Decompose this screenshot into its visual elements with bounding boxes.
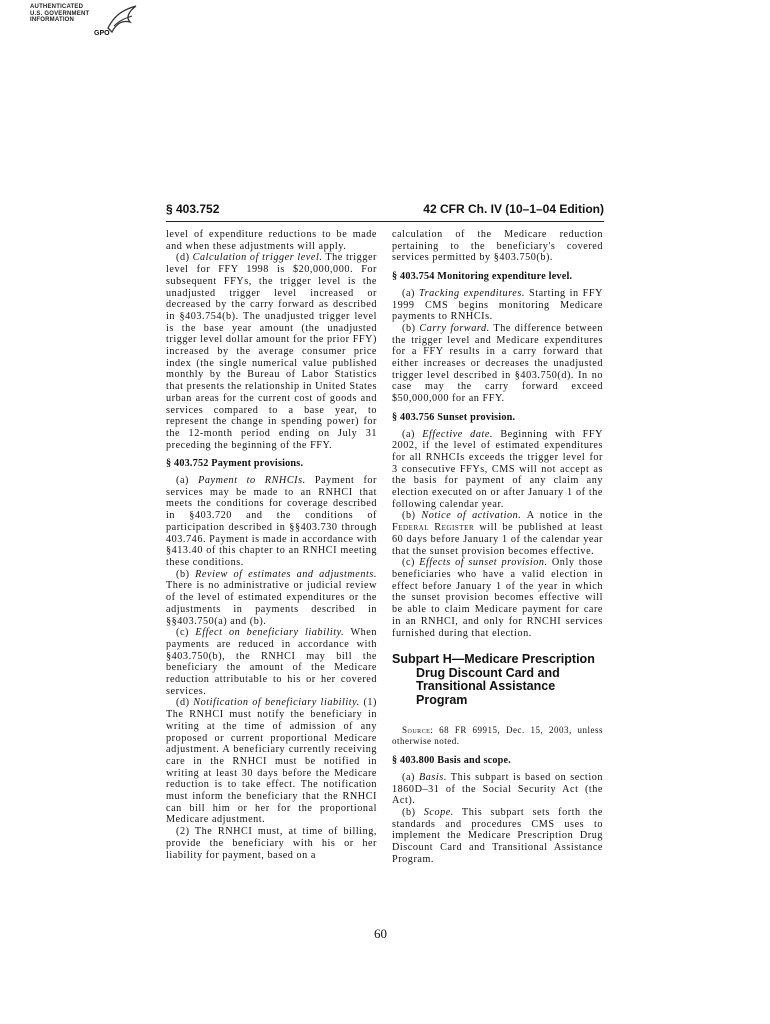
paragraph: (c) Effects of sunset provision. Only those beneficiaries who have a valid election in effect before January 1 of the year in which the sunset provision becomes effective will be able to claim Medicare payment for care in an RNHCI, and only for RNCHI services furnished during that election.	[392, 557, 603, 639]
paragraph: (b) Carry forward. The difference between the trigger level and Medicare expenditures for a FFY results in a carry forward that either increases or decreases the unadjusted trigger level described in §403.750(d). In no case may the carry forward exceed $50,000,000 for an FFY.	[392, 322, 604, 405]
section-heading: § 403.752 Payment provisions.	[166, 458, 304, 470]
paragraph: level of expenditure reductions to be made and when these adjustments will apply.	[166, 229, 377, 252]
gpo-authentication-logo	[30, 2, 140, 46]
subpart-heading: Subpart H—Medicare Prescription Drug Discount Card and Transitional Assistance Program	[392, 652, 595, 707]
logo-line: INFORMATION	[30, 17, 75, 24]
gpo-label: GPO	[94, 30, 110, 37]
header-rule	[166, 221, 604, 222]
paragraph: (2) The RNHCI must, at time of billing, provide the beneficiary with his or her liability for payment, based on a	[166, 826, 377, 861]
paragraph: (a) Payment to RNHCIs. Payment for services may be made to an RNHCI that meets the conditions for coverage described in §403.720 and the conditions of participation described in §§403.730 through 403.746. Payment is made in accordance with §413.40 of this chapter to an RNHCI meeting these conditions.	[166, 475, 377, 568]
right-column	[392, 229, 603, 866]
paragraph: (a) Tracking expenditures. Starting in FFY 1999 CMS begins monitoring Medicare payments to RNHCIs.	[392, 287, 603, 323]
running-head-edition: 42 CFR Ch. IV (10–1–04 Edition)	[423, 202, 604, 216]
section-heading: § 403.800 Basis and scope.	[392, 755, 511, 767]
paragraph: (d) Calculation of trigger level. The trigger level for FFY 1998 is $20,000,000. For subsequent FFYs, the trigger level is the unadjusted trigger level increased or decreased by the carry forward as described in §403.754(b). The unadjusted trigger level is the base year amount (the unadjusted trigger level dollar amount for the prior FFY) increased by the average consumer price index (the single numerical value published monthly by the Bureau of Labor Statistics that presents the relationship in United States urban areas for the current cost of goods and services compared to a base year, to represent the change in spending power) for the 12-month period ending on July 31 preceding the beginning of the FFY.	[166, 252, 377, 451]
logo-line: AUTHENTICATED	[30, 4, 84, 10]
logo-line: U.S. GOVERNMENT	[30, 10, 90, 17]
paragraph: calculation of the Medicare reduction pertaining to the beneficiary's covered services permitted by §403.750(b).	[392, 229, 603, 264]
paragraph: (a) Basis. This subpart is based on section 1860D–31 of the Social Security Act (the Act).	[392, 771, 603, 807]
paragraph: (b) Scope. This subpart sets forth the standards and procedures CMS uses to implement the Medicare Prescription Drug Discount Card and Transitional Assistance Program.	[392, 807, 603, 865]
page-number: 60	[374, 926, 387, 941]
left-column	[166, 229, 377, 861]
source-note: Source: 68 FR 69915, Dec. 15, 2003, unless otherwise noted.	[392, 725, 603, 747]
paragraph: (c) Effect on beneficiary liability. When payments are reduced in accordance with §403.750(b), the RNHCI may bill the beneficiary the amount of the Medicare reduction attributable to his or her covered services.	[166, 627, 378, 697]
gpo-logo-text	[30, 4, 89, 24]
paragraph: (b) Notice of activation. A notice in the Federal Register will be published at least 60 days before January 1 of the calendar year that the sunset provision becomes effective.	[392, 510, 603, 557]
paragraph: (a) Effective date. Beginning with FFY 2002, if the level of estimated expenditures for all RNHCIs exceeds the trigger level for 3 consecutive FFYs, CMS will not accept as the basis for payment of any claim any election executed on or after January 1 of the following calendar year.	[392, 428, 603, 510]
running-head-section: § 403.752	[166, 202, 220, 216]
section-heading: § 403.754 Monitoring expenditure level.	[392, 271, 573, 283]
paragraph: (b) Review of estimates and adjustments. There is no administrative or judicial review of the level of estimated expenditures or the adjustments in payments described in §§403.750(a) and (b).	[166, 568, 377, 627]
paragraph: (d) Notification of beneficiary liability. (1) The RNHCI must notify the beneficiary in writing at the time of admission of any proposed or current proportional Medicare adjustment. A beneficiary currently receiving care in the RNHCI must be notified in writing at least 30 days before the Medicare reduction is to take effect. The notification must inform the beneficiary that the RNHCI can bill him or her for the proportional Medicare adjustment.	[166, 697, 377, 826]
section-heading: § 403.756 Sunset provision.	[392, 411, 516, 423]
